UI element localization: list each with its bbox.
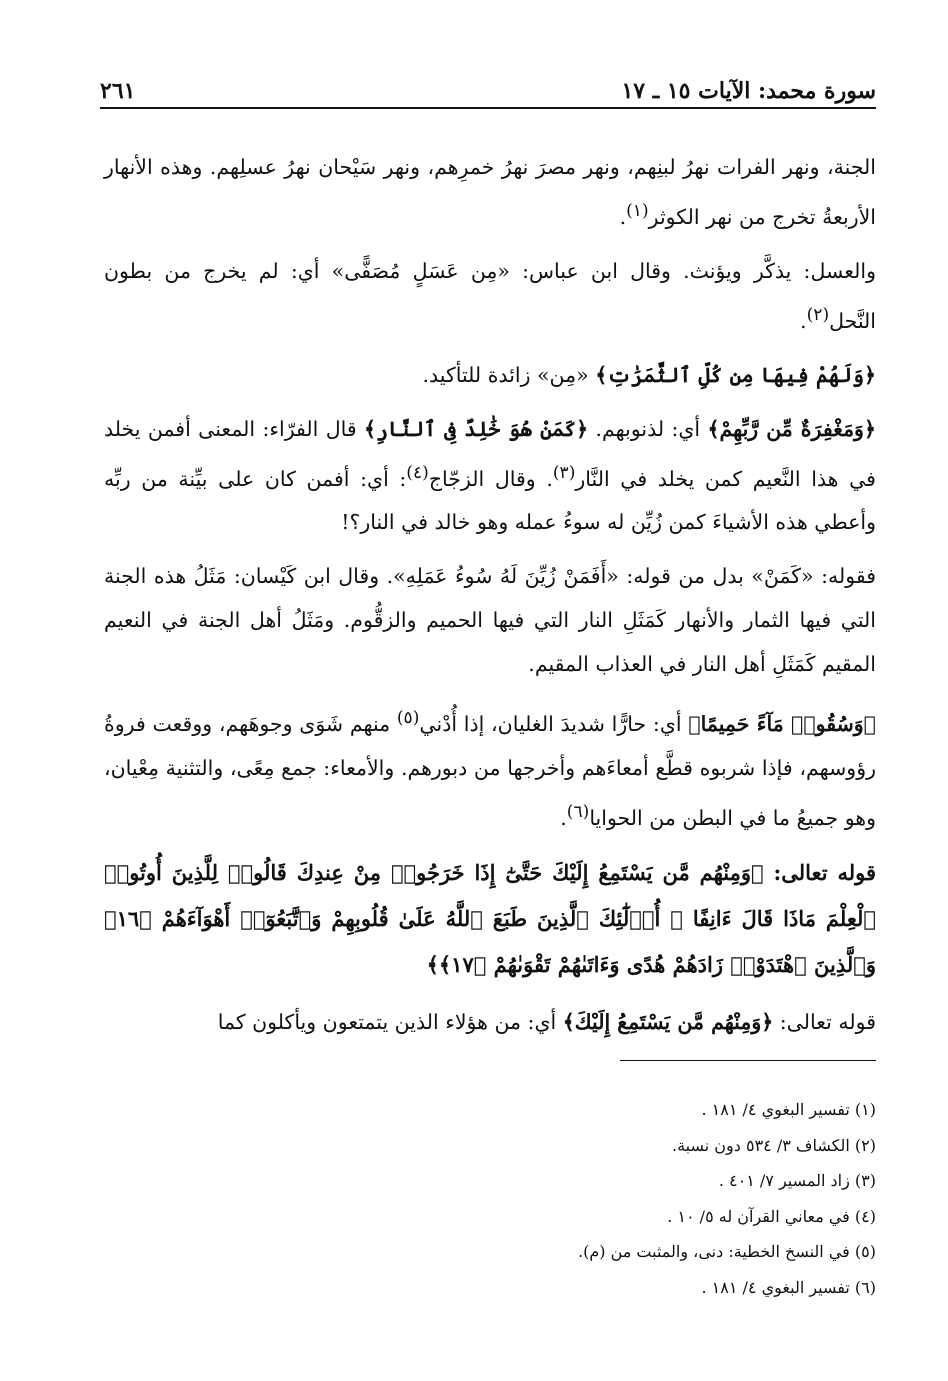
quran-quote: ﴿وَلَهُمْ فِيهَا مِن كُلِّ ٱلثَّمَرَٰتِ﴾: [595, 362, 876, 387]
verse-lead: قوله تعالى:: [763, 860, 877, 886]
text-run: .: [619, 204, 627, 229]
text-run: أي: حارًّا شديدَ الغليان، إذا أُدْني: [419, 712, 689, 737]
text-run: : أي: أفمن كان على بيِّنة من ربِّه وأعطي هذه الأشياءَ كمن زُيِّن له سوءُ عمله وهو خالد في النار؟!: [104, 466, 876, 535]
footnote-item: (٦) تفسير البغوي ٤/ ١٨١ .: [701, 1277, 876, 1297]
text-run: منهم شَوَى وجوهَهم، ووقعت فروةُ رؤوسهم، فإذا شربوه قطَّع أمعاءَهم وأخرجها من دبورهم. والأمعاء: جمع مِعًى، والتثنية مِعْيان، وهو جميعُ ما في البطن من الحوايا: [104, 712, 876, 831]
paragraph-p1: [104, 145, 876, 239]
quran-quote: ﴿كَمَنْ هُوَ خَٰلِدٌ فِى ٱلنَّارِ﴾: [364, 416, 589, 441]
paragraph-p2: [104, 249, 876, 343]
footnote-separator: [620, 1060, 876, 1061]
text-run: أي: لذنوبهم.: [588, 416, 708, 441]
footnote-item: (٤) في معاني القرآن له ٥/ ١٠ .: [667, 1206, 876, 1226]
text-run: .: [560, 806, 567, 831]
footnote-ref[interactable]: (٢): [806, 304, 830, 325]
running-header: [100, 66, 876, 106]
footnote-item: (٥) في النسخ الخطية: دنى، والمثبت من (م).: [578, 1242, 876, 1261]
text-run: فقوله: «كَمَنْ» بدل من قوله: «أَفَمَنْ زُيِّنَ لَهُ سُوءُ عَمَلِهِ». وقال ابن كَيْسان: مَثَلُ هذه الجنة التي فيها الثمار والأنهار كَمَثَلِ النار التي فيها الحميم والزقُّوم. ومَثَلُ أهل الجنة في النعيم المقيم كَمَثَلِ أهل النار في العذاب المقيم.: [104, 564, 876, 677]
footnote-ref[interactable]: (٦): [566, 802, 590, 823]
quran-quote: ﴿وَمِنْهُم مَّن يَسْتَمِعُ إِلَيْكَ﴾: [562, 1010, 774, 1035]
footnote-ref[interactable]: (٥): [396, 708, 420, 729]
footnote-item: (٣) زاد المسير ٧/ ٤٠١ .: [718, 1171, 876, 1190]
text-run: قال الفرّاء: المعنى أفمن يخلد في هذا النَّعيم كمن يخلد في النَّار: [104, 416, 876, 491]
text-run: أي: من هؤلاء الذين يتمتعون ويأكلون كما: [217, 1010, 563, 1035]
paragraph-p7: [104, 850, 876, 988]
paragraph-p6: [104, 696, 876, 840]
footnote-item: (١) تفسير البغوي ٤/ ١٨١ .: [701, 1100, 876, 1119]
text-run: الجنة، ونهر الفرات نهرُ لبنِهم، ونهر مصرَ نهرُ خمرِهم، ونهر سَيْحان نهرُ عسلِهم. وهذه الأنهار الأربعةُ تخرج من نهر الكوثر: [104, 155, 876, 229]
text-run: قوله تعالى:: [773, 1010, 876, 1035]
footnote-ref[interactable]: (٣): [552, 462, 576, 483]
paragraph-p3: [104, 353, 876, 397]
quran-quote: ﴿وَمَغْفِرَةٌ مِّن رَّبِّهِمْ﴾: [707, 416, 876, 441]
paragraph-p5: [104, 554, 876, 686]
quran-quote: ﴿وَسُقُوا۟ مَآءً حَمِيمًا﴾: [688, 712, 876, 737]
text-run: . وقال الزجّاج: [428, 466, 553, 491]
quran-quote: ﴿وَمِنْهُم مَّن يَسْتَمِعُ إِلَيْكَ حَتَّىٰٓ إِذَا خَرَجُوا۟ مِنْ عِندِكَ قَالُوا۟ لِلَّذِينَ أُوتُوا۟ ٱلْعِلْمَ مَاذَا قَالَ ءَانِفًا ۚ أُو۟لَٰٓئِكَ ٱلَّذِينَ طَبَعَ ٱللَّهُ عَلَىٰ قُلُوبِهِمْ وَٱتَّبَعُوٓا۟ أَهْوَآءَهُمْ ﴿١٦﴾ وَٱلَّذِينَ ٱهْتَدَوْا۟ زَادَهُمْ هُدًى وَءَاتَىٰهُمْ تَقْوَىٰهُمْ ﴿١٧﴾﴾: [104, 860, 876, 978]
text-run: والعسل: يذكَّر ويؤنث. وقال ابن عباس: «مِن عَسَلٍ مُصَفًّى» أي: لم يخرج من بطون النَّحل: [104, 258, 876, 333]
footnote-ref[interactable]: (١): [626, 201, 649, 221]
page-number: ٢٦١: [100, 78, 136, 104]
body-text: [104, 145, 876, 1044]
running-header-title: سورة محمد: الآيات ١٥ ـ ١٧: [621, 78, 876, 104]
footnotes: [104, 1092, 876, 1305]
text-run: .: [800, 308, 807, 333]
footnote-item: (٢) الكشاف ٣/ ٥٣٤ دون نسبة.: [671, 1135, 876, 1155]
header-rule: [100, 107, 876, 109]
paragraph-p8: [104, 1000, 876, 1044]
paragraph-p4: [104, 407, 876, 545]
footnote-ref[interactable]: (٤): [406, 462, 429, 483]
text-run: «مِن» زائدة للتأكيد.: [422, 362, 596, 387]
